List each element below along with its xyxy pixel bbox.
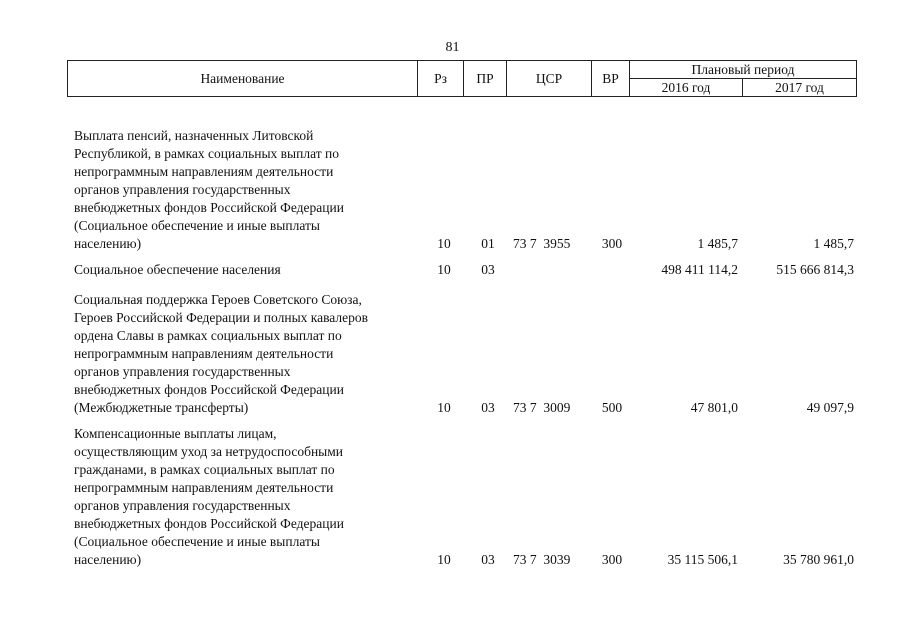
row-pr: 03: [481, 400, 495, 415]
row-csr: 73 7 3039: [513, 552, 571, 567]
row-pr: 01: [481, 236, 495, 251]
header-rz: Рз: [417, 60, 464, 97]
row-name: Выплата пенсий, назначенных Литовской Республикой, в рамках социальных выплат по непрограммным направлениям деятельности органов управления государственных внебюджетных фондов Российской Федерации (Социальное обеспечение и иные выплаты населению): [74, 128, 344, 251]
row-vr: 500: [601, 400, 623, 415]
header-vr: ВР: [591, 60, 630, 97]
row-csr: 73 7 3009: [513, 400, 571, 415]
row-value-2016: 47 801,0: [690, 400, 738, 415]
row-value-2017: 515 666 814,3: [776, 262, 854, 277]
row-value-2016: 498 411 114,2: [661, 262, 738, 277]
row-csr: 73 7 3955: [513, 236, 571, 251]
row-rz: 10: [437, 262, 451, 277]
row-value-2016: 35 115 506,1: [667, 552, 738, 567]
header-year-2017: 2017 год: [742, 78, 857, 97]
header-planned-period: Плановый период: [629, 60, 857, 79]
row-vr: 300: [601, 236, 623, 251]
row-pr: 03: [481, 552, 495, 567]
header-pr: ПР: [463, 60, 507, 97]
row-rz: 10: [437, 236, 451, 251]
header-csr: ЦСР: [506, 60, 592, 97]
row-name: Социальная поддержка Героев Советского Союза, Героев Российской Федерации и полных кавалеров ордена Славы в рамках социальных выплат по непрограммным направлениям деятельности органов управления государственных внебюджетных фондов Российской Федерации (Межбюджетные трансферты): [74, 292, 369, 415]
row-value-2017: 1 485,7: [813, 236, 854, 251]
row-vr: 300: [601, 552, 623, 567]
row-value-2017: 49 097,9: [806, 400, 854, 415]
row-rz: 10: [437, 400, 451, 415]
row-value-2017: 35 780 961,0: [783, 552, 854, 567]
table-header: [67, 60, 857, 97]
row-rz: 10: [437, 552, 451, 567]
row-pr: 03: [481, 262, 495, 277]
header-name: Наименование: [67, 60, 418, 97]
page-number: 81: [445, 40, 460, 55]
row-name: Компенсационные выплаты лицам, осуществляющим уход за нетрудоспособными гражданами, в рамках социальных выплат по непрограммным направлениям деятельности органов управления государственных внебюджетных фондов Российской Федерации (Социальное обеспечение и иные выплаты населению): [74, 426, 344, 567]
header-year-2016: 2016 год: [629, 78, 743, 97]
row-name: Социальное обеспечение населения: [74, 262, 281, 277]
row-value-2016: 1 485,7: [697, 236, 738, 251]
